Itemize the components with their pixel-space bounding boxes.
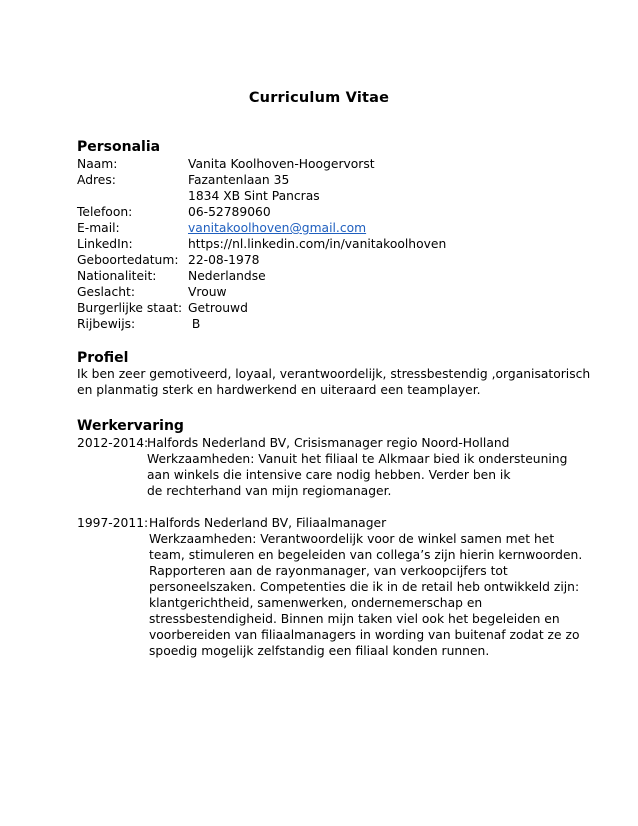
- value-adres-city: 1834 XB Sint Pancras: [188, 189, 320, 203]
- job2-line-7: stressbestendigheid. Binnen mijn taken viel ook het begeleiden en: [149, 612, 560, 626]
- label-nationaliteit: Nationaliteit:: [77, 269, 157, 283]
- label-linkedin: LinkedIn:: [77, 237, 133, 251]
- job2-line-2: Werkzaamheden: Verantwoordelijk voor de winkel samen met het: [149, 532, 555, 546]
- job1-line-2: Werkzaamheden: Vanuit het filiaal te Alkmaar bied ik ondersteuning: [147, 452, 568, 466]
- label-rijbewijs: Rijbewijs:: [77, 317, 136, 331]
- profiel-line-1: Ik ben zeer gemotiveerd, loyaal, verantwoordelijk, stressbestendig ,organisatorisch: [77, 367, 591, 381]
- value-geslacht: Vrouw: [188, 285, 227, 299]
- job1-period: 2012-2014:: [77, 436, 149, 450]
- value-adres-street: Fazantenlaan 35: [188, 173, 290, 187]
- job2-line-4: Rapporteren aan de rayonmanager, van verkoopcijfers tot: [149, 564, 508, 578]
- label-geslacht: Geslacht:: [77, 285, 135, 299]
- value-rijbewijs: B: [188, 317, 201, 331]
- job2-line-1: Halfords Nederland BV, Filiaalmanager: [149, 516, 387, 530]
- job1-line-3: aan winkels die intensive care nodig hebben. Verder ben ik: [147, 468, 511, 482]
- job2-line-8: voorbereiden van filiaalmanagers in wording van buitenaf zodat ze zo: [149, 628, 580, 642]
- document-title: Curriculum Vitae: [248, 90, 390, 106]
- werkervaring-heading: Werkervaring: [77, 418, 184, 434]
- value-linkedin: https://nl.linkedin.com/in/vanitakoolhoven: [188, 237, 447, 251]
- label-geboortedatum: Geboortedatum:: [77, 253, 179, 267]
- job1-line-4: de rechterhand van mijn regiomanager.: [147, 484, 392, 498]
- label-telefoon: Telefoon:: [77, 205, 133, 219]
- label-naam: Naam:: [77, 157, 118, 171]
- job2-line-3: team, stimuleren en begeleiden van collega’s zijn hierin kernwoorden.: [149, 548, 583, 562]
- label-email: E-mail:: [77, 221, 120, 235]
- job2-line-9: spoedig mogelijk zelfstandig een filiaal konden runnen.: [149, 644, 490, 658]
- email-link[interactable]: vanitakoolhoven@gmail.com: [188, 221, 367, 235]
- personalia-heading: Personalia: [77, 139, 161, 155]
- value-geboortedatum: 22-08-1978: [188, 253, 260, 267]
- job2-line-5: personeelszaken. Competenties die ik in de retail heb ontwikkeld zijn:: [149, 580, 580, 594]
- profiel-heading: Profiel: [77, 350, 129, 366]
- job1-line-1: Halfords Nederland BV, Crisismanager regio Noord-Holland: [147, 436, 510, 450]
- value-naam: Vanita Koolhoven-Hoogervorst: [188, 157, 375, 171]
- value-nationaliteit: Nederlandse: [188, 269, 266, 283]
- profiel-line-2: en planmatig sterk en hardwerkend en uiteraard een teamplayer.: [77, 383, 481, 397]
- value-telefoon: 06-52789060: [188, 205, 271, 219]
- label-adres: Adres:: [77, 173, 116, 187]
- job2-line-6: klantgerichtheid, samenwerken, ondernemerschap en: [149, 596, 483, 610]
- value-burgerlijke-staat: Getrouwd: [188, 301, 248, 315]
- job2-period: 1997-2011:: [77, 516, 149, 530]
- label-burgerlijke-staat: Burgerlijke staat:: [77, 301, 183, 315]
